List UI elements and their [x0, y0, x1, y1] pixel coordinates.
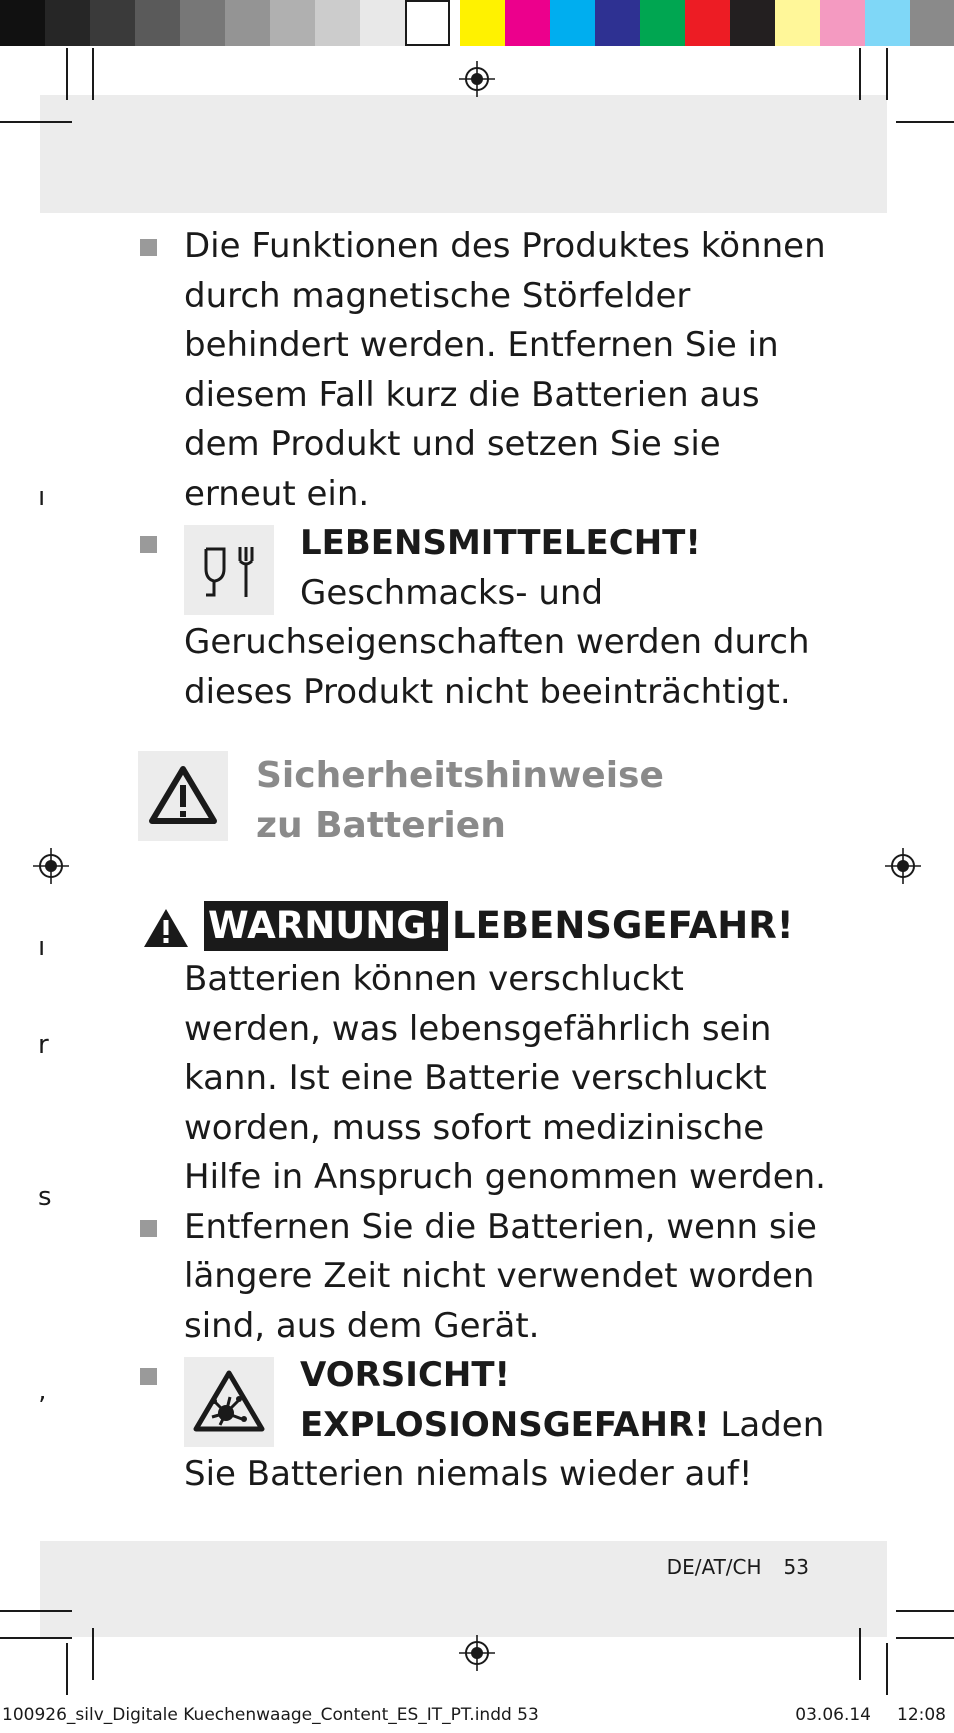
explosion-icon — [184, 1357, 274, 1447]
list-item — [138, 519, 828, 717]
color-swatch — [730, 0, 775, 46]
gray-swatch — [135, 0, 180, 46]
color-swatch — [820, 0, 865, 46]
slug-time: 12:08 — [897, 1705, 946, 1725]
list-item — [138, 1351, 828, 1500]
header-band — [40, 95, 887, 213]
label-food-safe: LEBENSMITTELECHT! — [300, 523, 701, 563]
bullet-square-icon — [140, 1368, 157, 1385]
gray-swatch — [45, 0, 90, 46]
crop-mark — [886, 48, 888, 100]
page-footer — [667, 1552, 809, 1582]
list-item — [138, 222, 828, 519]
registration-mark-icon — [32, 847, 70, 885]
color-swatch — [460, 0, 505, 46]
crop-mark — [66, 48, 68, 100]
color-swatch — [685, 0, 730, 46]
registration-mark-icon — [884, 847, 922, 885]
gray-swatch — [270, 0, 315, 46]
edge-fragment: r — [38, 1030, 49, 1060]
food-safe-icon — [184, 525, 274, 615]
bullet-square-icon — [140, 239, 157, 256]
label-explosion-warning: VORSICHT! EXPLOSIONSGEFAHR! — [300, 1355, 710, 1445]
crop-mark — [859, 48, 861, 100]
slug-date: 03.06.14 — [795, 1705, 871, 1725]
crop-mark — [0, 121, 72, 123]
gray-swatch — [315, 0, 360, 46]
color-swatch — [865, 0, 910, 46]
gray-swatch — [225, 0, 270, 46]
crop-mark — [886, 1643, 888, 1695]
crop-mark — [859, 1628, 861, 1680]
crop-mark — [0, 1637, 72, 1639]
bullet-square-icon — [140, 536, 157, 553]
gray-swatch — [360, 0, 405, 46]
registration-mark-icon — [458, 1634, 496, 1672]
color-swatch — [640, 0, 685, 46]
gray-swatch — [180, 0, 225, 46]
color-swatch — [595, 0, 640, 46]
color-swatch — [550, 0, 595, 46]
gray-swatch — [405, 0, 450, 46]
bullet-square-icon — [140, 1220, 157, 1237]
edge-fragment: ı — [38, 932, 46, 962]
crop-mark — [896, 1610, 954, 1612]
crop-mark — [66, 1643, 68, 1695]
warning-triangle-icon — [138, 751, 228, 841]
section-title: Sicherheitshinweise zu Batterien — [256, 755, 664, 846]
warning-triangle-icon — [142, 907, 190, 949]
page-number: 53 — [783, 1555, 809, 1579]
crop-mark — [92, 48, 94, 100]
paragraph-text: Die Funktionen des Produktes können durch magnetische Störfelder behindert werden. Entfernen Sie in diesem Fall kurz die Batterien aus dem Produkt und setzen Sie sie erneut ein. — [184, 226, 826, 514]
color-calibration-bar — [0, 0, 954, 46]
edge-fragment: ’ — [38, 1392, 47, 1422]
paragraph-text: Geschmacks- und Geruchseigenschaften werden durch dieses Produkt nicht beeinträchtigt. — [184, 572, 810, 712]
warning-text: Batterien können verschluckt werden, was lebensgefährlich sein kann. Ist eine Batterie verschluckt worden, muss sofort medizinische Hilfe in Anspruch genommen werden. — [184, 959, 826, 1197]
edge-fragment: s — [38, 1182, 52, 1212]
list-item — [138, 1203, 828, 1352]
warning-heading — [138, 901, 828, 955]
warning-title: LEBENSGEFAHR! — [452, 904, 794, 947]
slug-filename: 100926_silv_Digitale Kuechenwaage_Content_ES_IT_PT.indd 53 — [2, 1705, 539, 1725]
crop-mark — [896, 1637, 954, 1639]
color-swatch — [505, 0, 550, 46]
crop-mark — [896, 121, 954, 123]
color-swatch — [910, 0, 954, 46]
crop-mark — [0, 1610, 72, 1612]
slug-timestamp — [795, 1705, 946, 1725]
registration-mark-icon — [458, 60, 496, 98]
warning-label: WARNUNG! — [204, 901, 448, 951]
edge-fragment: ı — [38, 482, 46, 512]
crop-mark — [92, 1628, 94, 1680]
main-content — [138, 222, 828, 1500]
paragraph-text: Entfernen Sie die Batterien, wenn sie längere Zeit nicht verwendet worden sind, aus dem Gerät. — [184, 1206, 817, 1346]
gray-swatch — [90, 0, 135, 46]
gray-swatch — [0, 0, 45, 46]
section-heading — [138, 751, 828, 851]
color-swatch — [775, 0, 820, 46]
paragraph-text: Laden Sie Batterien niemals wieder auf! — [184, 1404, 825, 1494]
region-label: DE/AT/CH — [666, 1555, 762, 1579]
